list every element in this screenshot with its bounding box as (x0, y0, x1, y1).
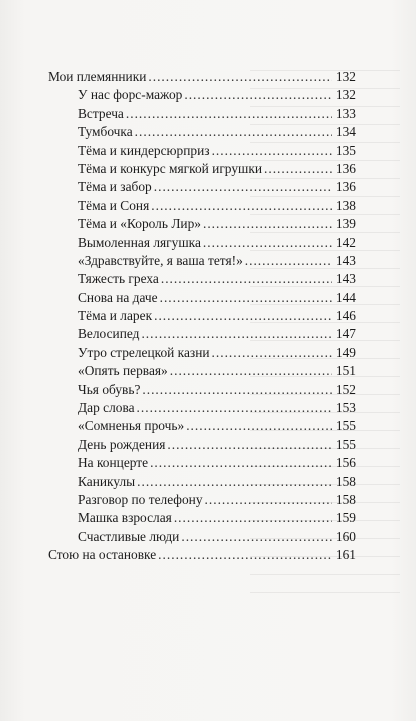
toc-entry-page: 156 (335, 455, 356, 471)
toc-entry (48, 142, 356, 160)
toc-entry-title: Счастливые люди (78, 528, 180, 544)
toc-entry-page: 153 (335, 400, 356, 416)
toc-entry-page: 132 (335, 69, 356, 84)
toc-entry (48, 160, 356, 178)
toc-entry-page: 147 (335, 326, 356, 342)
toc-entry-title: Встреча (78, 105, 124, 121)
toc-entry (48, 307, 356, 325)
toc-entry-title: Дар слова (78, 400, 135, 416)
toc-entry-title: Велосипед (78, 326, 140, 342)
toc-entry (48, 417, 356, 435)
toc-entry (48, 509, 356, 527)
toc-entry (48, 234, 356, 252)
toc-entry (48, 325, 356, 343)
toc-entry-page: 152 (335, 381, 356, 397)
toc-leader-dots (154, 307, 332, 325)
toc-entry-page: 146 (335, 308, 356, 324)
toc-entry (48, 344, 356, 362)
toc-entry-title: Тёма и ларек (78, 308, 153, 324)
toc-leader-dots (205, 491, 332, 509)
toc-entry (48, 178, 356, 196)
toc-entry (48, 86, 356, 104)
toc-leader-dots (181, 528, 332, 546)
toc-entry (48, 252, 356, 270)
toc-entry-page: 135 (335, 142, 356, 158)
toc-leader-dots (212, 142, 332, 160)
toc-entry-page: 159 (335, 510, 356, 526)
toc-entry-page: 138 (335, 197, 356, 213)
toc-entry-title: «Опять первая» (78, 363, 168, 379)
toc-entry-title: У нас форс-мажор (78, 87, 183, 103)
toc-leader-dots (158, 546, 332, 564)
toc-leader-dots (203, 215, 332, 233)
toc-leader-dots (186, 417, 332, 435)
toc-leader-dots (212, 344, 332, 362)
toc-entry-page: 133 (335, 105, 356, 121)
toc-leader-dots (264, 160, 332, 178)
toc-entry (48, 270, 356, 288)
toc-leader-dots (148, 68, 332, 86)
toc-entry (48, 123, 356, 141)
toc-leader-dots (150, 454, 332, 472)
toc-leader-dots (141, 325, 332, 343)
toc-entry (48, 105, 356, 123)
toc-entry-page: 155 (335, 418, 356, 434)
toc-entry-title: Чья обувь? (78, 381, 141, 397)
toc-entry (48, 215, 356, 233)
toc-entry-title: «Сомненья прочь» (78, 418, 185, 434)
toc-entry (48, 473, 356, 491)
toc-entry-page: 151 (335, 363, 356, 379)
toc-entry-page: 139 (335, 216, 356, 232)
toc-entry-page: 161 (335, 547, 356, 563)
toc-entry-title: Тёма и киндерсюрприз (78, 142, 210, 158)
table-of-contents (48, 68, 356, 565)
toc-entry (48, 381, 356, 399)
toc-entry (48, 399, 356, 417)
toc-leader-dots (203, 234, 332, 252)
toc-leader-dots (151, 197, 332, 215)
toc-entry-page: 144 (335, 289, 356, 305)
toc-entry (48, 436, 356, 454)
toc-entry (48, 546, 356, 564)
toc-entry-title: День рождения (78, 436, 166, 452)
toc-entry-title: Машка взрослая (78, 510, 172, 526)
toc-entry-page: 155 (335, 436, 356, 452)
toc-entry (48, 68, 356, 86)
toc-entry-page: 143 (335, 271, 356, 287)
toc-leader-dots (184, 86, 332, 104)
toc-entry (48, 362, 356, 380)
toc-entry (48, 528, 356, 546)
toc-entry-title: Тяжесть греха (78, 271, 159, 287)
toc-entry-page: 160 (335, 528, 356, 544)
toc-entry-title: Разговор по телефону (78, 491, 203, 507)
toc-entry-page: 136 (335, 179, 356, 195)
toc-entry-title: Утро стрелецкой казни (78, 344, 210, 360)
toc-leader-dots (137, 399, 332, 417)
toc-entry-page: 142 (335, 234, 356, 250)
toc-entry-title: Тёма и «Король Лир» (78, 216, 201, 232)
toc-leader-dots (126, 105, 332, 123)
toc-entry-page: 149 (335, 344, 356, 360)
toc-entry-title: Вымоленная лягушка (78, 234, 201, 250)
toc-entry-title: Снова на даче (78, 289, 158, 305)
toc-entry-title: Мои племянники (48, 69, 147, 84)
toc-entry-page: 143 (335, 252, 356, 268)
toc-leader-dots (245, 252, 332, 270)
toc-leader-dots (160, 289, 332, 307)
toc-leader-dots (161, 270, 332, 288)
toc-leader-dots (137, 473, 332, 491)
toc-entry-page: 158 (335, 491, 356, 507)
toc-entry (48, 491, 356, 509)
toc-entry (48, 197, 356, 215)
toc-entry-title: Тёма и Соня (78, 197, 150, 213)
toc-entry-title: Тёма и забор (78, 179, 152, 195)
toc-leader-dots (154, 178, 332, 196)
toc-entry-page: 134 (335, 124, 356, 140)
toc-entry-title: Каникулы (78, 473, 136, 489)
toc-entry-page: 132 (335, 87, 356, 103)
toc-entry-title: Стою на остановке (48, 547, 157, 563)
toc-entry-page: 158 (335, 473, 356, 489)
toc-leader-dots (135, 123, 332, 141)
toc-leader-dots (142, 381, 332, 399)
toc-entry (48, 454, 356, 472)
toc-leader-dots (174, 509, 332, 527)
toc-entry-title: «Здравствуйте, я ваша тетя!» (78, 252, 243, 268)
toc-leader-dots (170, 362, 332, 380)
toc-entry-page: 136 (335, 160, 356, 176)
toc-entry-title: Тумбочка (78, 124, 133, 140)
toc-leader-dots (167, 436, 332, 454)
toc-entry-title: Тёма и конкурс мягкой игрушки (78, 160, 263, 176)
toc-entry-title: На концерте (78, 455, 149, 471)
toc-entry (48, 289, 356, 307)
